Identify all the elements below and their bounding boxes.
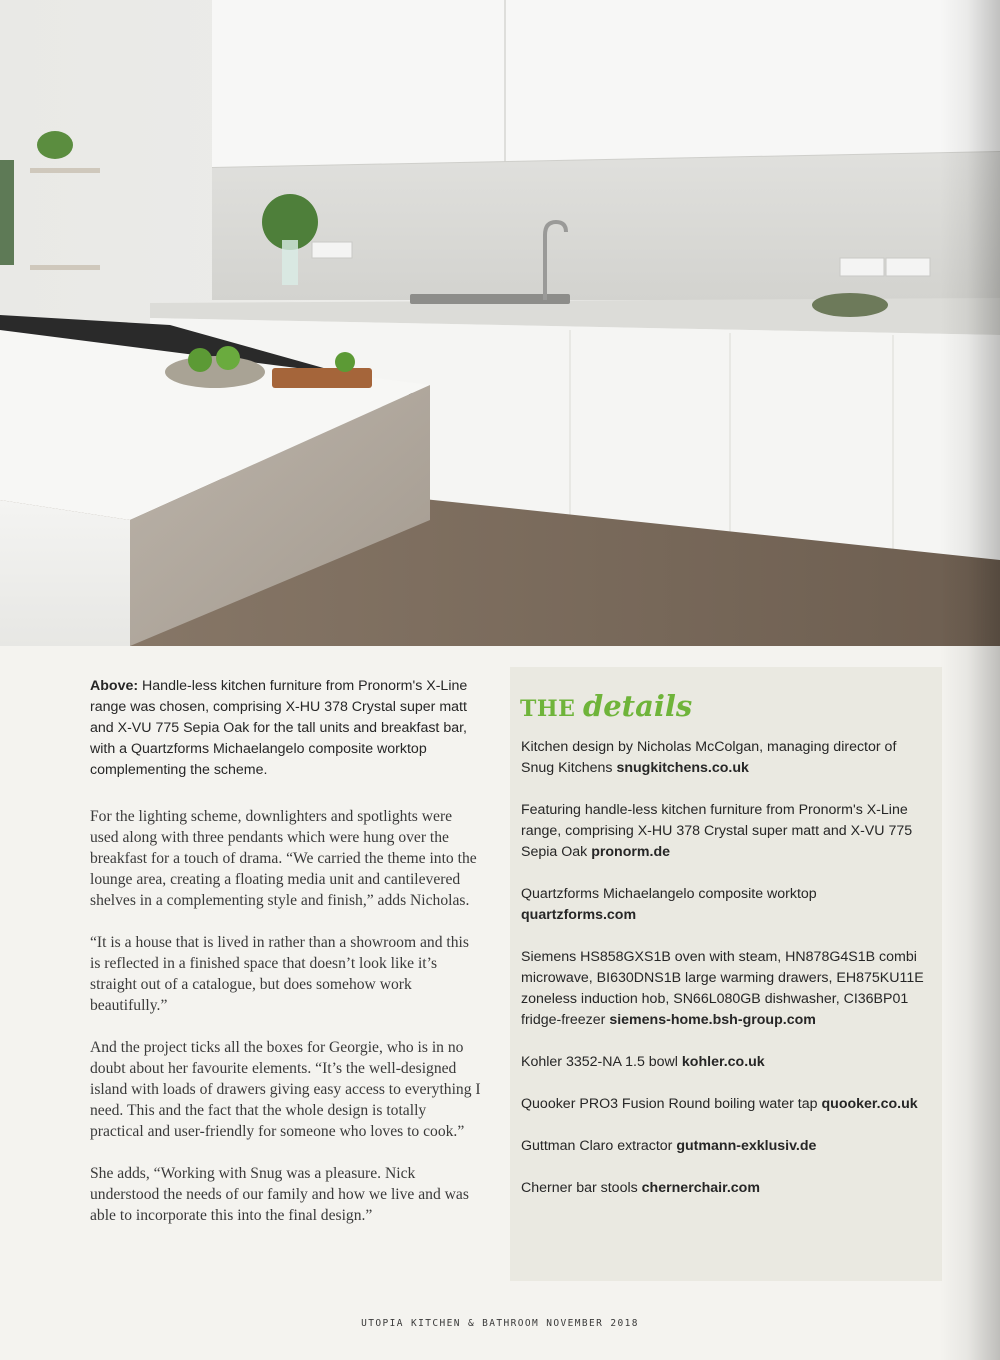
article-body <box>90 806 482 1247</box>
details-entry <box>521 800 931 863</box>
entry-text: Featuring handle-less kitchen furniture from Pronorm's X-Line range, comprising X-HU 378 Crystal super matt and X-VU 775 Sepia Oak <box>521 802 913 860</box>
details-entry <box>521 1136 931 1157</box>
body-paragraph: And the project ticks all the boxes for Georgie, who is in no doubt about her favourite elements. “It’s the well-designed island with loads of drawers giving easy access to everything I need. This and the fact that the whole design is totally practical and user-friendly for someone who loves to cook.” <box>90 1039 481 1140</box>
details-entry <box>521 1094 931 1115</box>
entry-link[interactable]: pronorm.de <box>591 844 671 860</box>
entry-link[interactable]: siemens-home.bsh-group.com <box>609 1012 816 1028</box>
entry-link[interactable]: snugkitchens.co.uk <box>616 760 749 776</box>
entry-link[interactable]: kohler.co.uk <box>681 1054 765 1070</box>
kitchen-illustration <box>0 0 1000 646</box>
caption-text: Handle-less kitchen furniture from Pronorm's X-Line range was chosen, comprising X-HU 378 Crystal super matt and X-VU 775 Sepia Oak for the tall units and breakfast bar, with a Quartzforms Michaelangelo composite worktop complementing the scheme. <box>90 678 468 778</box>
details-title-prefix: THE <box>520 696 576 722</box>
body-paragraph: “It is a house that is lived in rather than a showroom and this is reflected in a finished space that doesn’t look like it’s straight out of a catalogue, but does somehow work beautifully.” <box>90 934 469 1014</box>
photo-caption <box>90 676 490 781</box>
entry-text: Guttman Claro extractor <box>521 1138 673 1154</box>
entry-link[interactable]: quooker.co.uk <box>821 1096 918 1112</box>
details-title-script: details <box>582 689 693 723</box>
page-footer: UTOPIA KITCHEN & BATHROOM NOVEMBER 2018 <box>361 1318 639 1329</box>
entry-link[interactable]: quartzforms.com <box>521 907 637 923</box>
details-box <box>510 667 942 1281</box>
entry-text: Quartzforms Michaelangelo composite worktop <box>521 886 817 902</box>
entry-text: Kitchen design by Nicholas McColgan, managing director of Snug Kitchens <box>521 739 897 776</box>
body-paragraph: For the lighting scheme, downlighters and spotlights were used along with three pendants which were hung over the breakfast for a touch of drama. “We carried the theme into the lounge area, creating a floating media unit and cantilevered shelves in a complementing style and finish,” adds Nicholas. <box>90 808 477 909</box>
details-entry <box>521 1178 931 1199</box>
body-paragraph: She adds, “Working with Snug was a pleasure. Nick understood the needs of our family and how we live and was able to incorporate this into the final design.” <box>90 1165 469 1224</box>
details-list <box>521 737 931 1220</box>
entry-text: Cherner bar stools <box>521 1180 638 1196</box>
entry-text: Kohler 3352-NA 1.5 bowl <box>521 1054 678 1070</box>
details-entry <box>521 1052 931 1073</box>
details-entry <box>521 947 931 1031</box>
details-title <box>520 689 692 726</box>
entry-link[interactable]: gutmann-exklusiv.de <box>676 1138 817 1154</box>
kitchen-photo <box>0 0 1000 646</box>
details-entry <box>521 737 931 779</box>
entry-text: Siemens HS858GXS1B oven with steam, HN878G4S1B combi microwave, BI630DNS1B large warming drawers, EH875KU11E zoneless induction hob, SN66L080GB dishwasher, CI36BP01 fridge-freezer <box>521 949 924 1028</box>
entry-link[interactable]: chernerchair.com <box>641 1180 760 1196</box>
entry-text: Quooker PRO3 Fusion Round boiling water tap <box>521 1096 818 1112</box>
caption-lead: Above: <box>90 678 139 694</box>
details-entry <box>521 884 931 926</box>
